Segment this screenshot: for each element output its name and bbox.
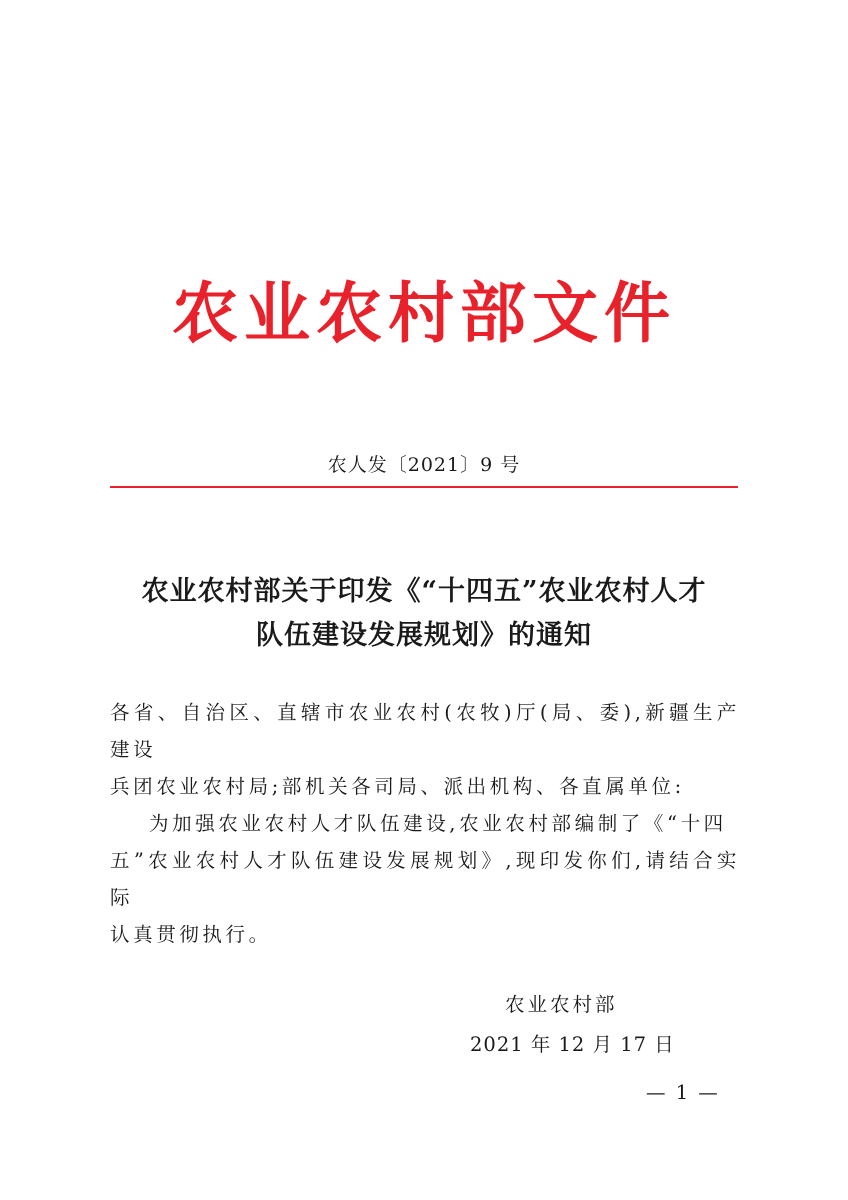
agency-header: 农业农村部文件 xyxy=(172,274,676,352)
paragraph-line-3: 认真贯彻执行。 xyxy=(110,923,272,946)
paragraph-line-2: 五”农业农村人才队伍建设发展规划》,现印发你们,请结合实际 xyxy=(110,849,740,909)
addressees-line-2: 兵团农业农村局;部机关各司局、派出机构、各直属单位: xyxy=(110,775,685,798)
paragraph-line-1: 为加强农业农村人才队伍建设,农业农村部编制了《“十四 xyxy=(149,812,727,835)
page-number: — 1 — xyxy=(646,1081,720,1104)
addressees-line-1: 各省、自治区、直辖市农业农村(农牧)厅(局、委),新疆生产建设 xyxy=(110,701,740,761)
signature-date: 2021 年 12 月 17 日 xyxy=(470,1033,675,1056)
title-line-2: 队伍建设发展规划》的通知 xyxy=(256,620,592,651)
document-number: 农人发〔2021〕9 号 xyxy=(327,454,521,476)
document-title xyxy=(90,570,758,658)
document-body xyxy=(110,694,740,953)
signature-issuer: 农业农村部 xyxy=(505,993,618,1016)
title-line-1: 农业农村部关于印发《“十四五”农业农村人才 xyxy=(141,576,707,607)
red-divider xyxy=(110,486,738,488)
